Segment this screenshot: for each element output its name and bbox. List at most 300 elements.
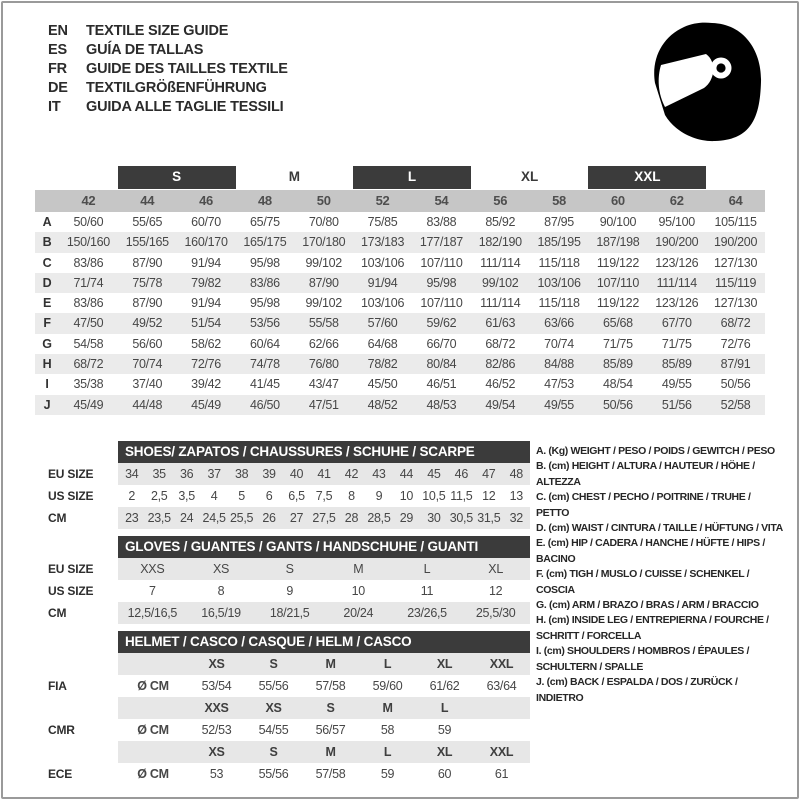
size-value-cell: 71/75 — [603, 336, 633, 351]
size-value-cell: 127/130 — [714, 296, 758, 311]
language-code: EN — [48, 23, 68, 39]
helmet-value-cells — [118, 675, 530, 697]
textile-size-table — [35, 166, 765, 415]
shoes-table-title: SHOES/ ZAPATOS / CHAUSSURES / SCHUHE / SCARPE — [118, 441, 530, 463]
shoes-cell: 42 — [344, 467, 359, 481]
size-group-label: M — [288, 169, 300, 184]
row-letter-cell: D — [42, 275, 52, 290]
gloves-cell: XS — [212, 562, 230, 576]
size-value-cell: 99/102 — [305, 296, 342, 311]
shoes-cell: 5 — [238, 489, 245, 503]
size-table-row — [35, 334, 765, 354]
gloves-cell: 10 — [351, 584, 365, 598]
shoes-cell: 44 — [399, 467, 414, 481]
size-table-row — [35, 273, 765, 293]
size-header-cell: 42 — [81, 193, 96, 208]
gloves-cells — [118, 558, 530, 580]
helmet-value-cells — [118, 763, 530, 785]
language-title: TEXTILE SIZE GUIDE — [86, 23, 229, 39]
helmet-value-cell: 54/55 — [258, 723, 289, 737]
size-header-cell: 64 — [728, 193, 743, 208]
size-value-cell: 119/122 — [596, 296, 639, 311]
size-value-cell: 87/91 — [720, 357, 751, 372]
helmet-size-cell: M — [325, 745, 336, 759]
shoes-cell: 39 — [262, 467, 276, 481]
row-letter-cell: C — [42, 255, 52, 270]
size-value-cell: 107/110 — [596, 275, 639, 290]
helmet-size-cell: XXS — [204, 701, 229, 715]
gloves-cell: XL — [488, 562, 503, 576]
helmet-size-cell: XXL — [489, 745, 514, 759]
size-value-cell: 170/180 — [302, 235, 346, 250]
size-value-cell: 103/106 — [537, 275, 581, 290]
shoes-cell: 27 — [289, 511, 304, 525]
size-value-cell: 87/90 — [308, 275, 339, 290]
size-value-cell: 71/74 — [73, 275, 104, 290]
helmet-size-cell: S — [269, 745, 278, 759]
shoes-cell: 35 — [152, 467, 166, 481]
shoes-cell: 26 — [262, 511, 276, 525]
size-table-row — [35, 212, 765, 232]
helmet-value-row — [48, 719, 530, 741]
size-table-row — [35, 313, 765, 333]
size-table-row — [35, 293, 765, 313]
helmet-value-cell: 57/58 — [315, 679, 346, 693]
size-value-cell: 45/49 — [73, 397, 104, 412]
language-row — [48, 98, 288, 117]
language-row — [48, 22, 288, 41]
size-value-cell: 85/89 — [603, 357, 633, 372]
size-value-cell: 82/86 — [485, 357, 516, 372]
size-group-row — [35, 166, 765, 189]
helmet-table-rows — [48, 653, 530, 785]
size-table-row — [35, 253, 765, 273]
size-value-cell: 87/90 — [132, 255, 163, 270]
legend-item: E. (cm) HIP / CADERA / HANCHE / HÜFTE / HIPS / BACINO — [536, 537, 765, 565]
shoes-cell: 30 — [427, 511, 441, 525]
helmet-size-cell: M — [382, 701, 393, 715]
helmet-standard-label: FIA — [48, 679, 67, 693]
shoes-row — [48, 485, 530, 507]
helmet-size-cell: XL — [436, 657, 453, 671]
shoes-cell: 31,5 — [477, 511, 501, 525]
size-value-cell: 72/76 — [191, 357, 221, 372]
gloves-cell: M — [353, 562, 364, 576]
size-value-cell: 85/89 — [661, 357, 692, 372]
size-value-cell: 68/72 — [485, 336, 516, 351]
language-code: IT — [48, 99, 61, 115]
size-value-cell: 35/38 — [73, 377, 104, 392]
shoes-cell: 2,5 — [150, 489, 168, 503]
helmet-value-cell: 55/56 — [258, 679, 289, 693]
size-header-cell: 46 — [199, 193, 213, 208]
shoes-row — [48, 463, 530, 485]
helmet-value-cells — [118, 719, 530, 741]
helmet-value-cell: 61 — [494, 767, 509, 781]
language-row — [48, 41, 288, 60]
shoes-cell: 8 — [348, 489, 355, 503]
shoes-cell: 24,5 — [202, 511, 226, 525]
size-value-cell: 68/72 — [720, 316, 751, 331]
size-value-cell: 70/74 — [132, 357, 163, 372]
size-value-cell: 105/115 — [714, 215, 757, 229]
gloves-cell: 12 — [489, 584, 503, 598]
size-value-cell: 107/110 — [420, 296, 463, 311]
row-letter-cell: F — [43, 316, 51, 331]
shoes-cell: 12 — [482, 489, 496, 503]
helmet-value-cell: 55/56 — [258, 767, 289, 781]
size-group-label: S — [118, 166, 236, 189]
size-value-cell: 95/98 — [250, 255, 280, 270]
gloves-row-label: EU SIZE — [48, 562, 94, 576]
size-value-cell: 48/54 — [603, 377, 633, 392]
helmet-value-cell: 59 — [437, 723, 452, 737]
size-value-cell: 75/78 — [132, 275, 163, 290]
gloves-cell: 25,5/30 — [475, 606, 516, 620]
size-value-cell: 48/53 — [426, 397, 457, 412]
row-letter-cell: B — [42, 235, 52, 250]
size-value-cell: 111/114 — [480, 296, 521, 311]
size-value-cell: 76/80 — [308, 357, 339, 372]
legend-item: J. (cm) BACK / ESPALDA / DOS / ZURÜCK / INDIETRO — [536, 676, 738, 704]
helmet-unit-cell — [118, 697, 188, 719]
size-value-cell: 115/119 — [714, 275, 757, 290]
shoes-cell: 27,5 — [312, 511, 336, 525]
shoes-cell: 40 — [289, 467, 304, 481]
helmet-unit-cell: Ø CM — [137, 679, 169, 693]
size-group-label: L — [353, 166, 471, 189]
helmet-standard-label: ECE — [48, 767, 73, 781]
language-title: GUIDA ALLE TAGLIE TESSILI — [86, 99, 284, 115]
language-code: ES — [48, 42, 67, 58]
language-title-list — [48, 22, 288, 117]
shoes-cell: 46 — [454, 467, 468, 481]
row-letter-cell: I — [45, 377, 49, 392]
shoes-cell: 3,5 — [178, 489, 195, 503]
helmet-value-cell: 53 — [209, 767, 224, 781]
size-value-cell: 78/82 — [367, 357, 398, 372]
helmet-value-cell: 58 — [380, 723, 395, 737]
size-value-cell: 150/160 — [66, 235, 110, 250]
helmet-value-row — [48, 763, 530, 785]
shoes-row-label: EU SIZE — [48, 467, 94, 481]
size-header-cell: 56 — [493, 193, 508, 208]
size-value-cell: 65/75 — [250, 215, 280, 229]
gloves-cell: 20/24 — [343, 606, 374, 620]
helmet-value-cell — [473, 719, 530, 741]
size-value-cell: 44/48 — [132, 397, 163, 412]
group-spacer — [35, 166, 118, 189]
gloves-cells — [118, 580, 530, 602]
size-header-cell: 54 — [434, 193, 449, 208]
gloves-row-label: CM — [48, 606, 67, 620]
size-value-cell: 190/200 — [714, 235, 758, 250]
shoes-cell: 38 — [234, 467, 249, 481]
helmet-unit-cell: Ø CM — [137, 767, 169, 781]
language-code: DE — [48, 80, 68, 96]
helmet-unit-cell: Ø CM — [137, 723, 169, 737]
shoes-cell: 6 — [265, 489, 273, 503]
size-header-cell: 44 — [140, 193, 155, 208]
language-code: FR — [48, 61, 67, 77]
shoes-size-section — [48, 441, 530, 529]
language-title: GUIDE DES TAILLES TEXTILE — [86, 61, 288, 77]
size-value-cell: 165/175 — [243, 235, 287, 250]
size-value-cell: 60/64 — [250, 336, 280, 351]
size-value-cell: 111/114 — [480, 255, 521, 270]
helmet-size-section — [48, 631, 530, 785]
size-value-cell: 62/66 — [308, 336, 339, 351]
shoes-cell: 34 — [125, 467, 139, 481]
legend-item: A. (Kg) WEIGHT / PESO / POIDS / GEWITCH / PESO — [536, 445, 775, 457]
helmet-table-title: HELMET / CASCO / CASQUE / HELM / CASCO — [118, 631, 530, 653]
shoes-cell: 32 — [509, 511, 523, 525]
size-header-cell: 52 — [375, 193, 390, 208]
helmet-row-label — [48, 697, 118, 719]
gloves-size-section — [48, 536, 530, 624]
size-value-cell: 47/51 — [308, 397, 339, 412]
legend-item: D. (cm) WAIST / CINTURA / TAILLE / HÜFTUNG / VITA — [536, 522, 783, 535]
shoes-cell: 29 — [399, 511, 414, 525]
size-value-cell: 52/58 — [720, 397, 751, 412]
size-value-cell: 37/40 — [132, 377, 163, 392]
helmet-standard-label: CMR — [48, 723, 75, 737]
language-row — [48, 60, 288, 79]
gloves-cell: 9 — [286, 584, 293, 598]
language-title: GUÍA DE TALLAS — [86, 42, 204, 58]
size-value-cell: 49/52 — [132, 316, 163, 331]
gloves-table-rows — [48, 558, 530, 624]
row-letter-cell: E — [42, 296, 52, 311]
gloves-row — [48, 580, 530, 602]
shoes-cell: 9 — [375, 489, 383, 503]
measurement-legend — [536, 444, 786, 706]
gloves-cell: 18/21,5 — [269, 606, 310, 620]
helmet-unit-cell — [118, 653, 188, 675]
shoes-cell: 45 — [427, 467, 441, 481]
size-value-cell: 84/88 — [544, 357, 574, 372]
size-value-cell: 155/165 — [125, 235, 169, 250]
helmet-size-cell: XS — [208, 745, 225, 759]
helmet-size-cell: L — [383, 657, 392, 671]
size-table-row — [35, 354, 765, 374]
helmet-value-cell: 63/64 — [486, 679, 517, 693]
size-value-cell: 66/70 — [426, 336, 457, 351]
gloves-cell: S — [285, 562, 294, 576]
shoes-cells — [118, 507, 530, 529]
size-value-cell: 103/106 — [361, 296, 405, 311]
shoes-cell: 23 — [125, 511, 139, 525]
size-value-cell: 46/50 — [250, 397, 280, 412]
size-value-cell: 67/70 — [661, 316, 692, 331]
size-value-cell: 64/68 — [367, 336, 398, 351]
helmet-size-cells — [118, 653, 530, 675]
size-value-cell: 49/55 — [661, 377, 692, 392]
size-value-cell: 83/86 — [73, 296, 104, 311]
legend-item: H. (cm) INSIDE LEG / ENTREPIERNA / FOURCHE / SCHRITT / FORCELLA — [536, 614, 769, 642]
shoes-cell: 4 — [210, 489, 218, 503]
size-value-cell: 45/49 — [191, 397, 221, 412]
size-value-cell: 83/86 — [73, 255, 104, 270]
helmet-value-cell: 52/53 — [201, 723, 232, 737]
helmet-size-cell: S — [326, 701, 335, 715]
gloves-cell: XXS — [140, 562, 165, 576]
size-value-cell: 107/110 — [420, 255, 463, 270]
size-value-cell: 119/122 — [596, 255, 639, 270]
size-value-cell: 177/187 — [419, 235, 463, 250]
gloves-row — [48, 602, 530, 624]
size-header-cell: 60 — [610, 193, 625, 208]
size-value-cell: 91/94 — [191, 255, 221, 270]
size-value-cell: 95/98 — [426, 275, 457, 290]
shoes-cell: 48 — [509, 467, 523, 481]
helmet-icon — [646, 20, 766, 144]
size-group-label: XXL — [588, 166, 706, 189]
size-value-cell: 43/47 — [308, 377, 339, 392]
size-value-cell: 87/95 — [544, 215, 574, 229]
shoes-cell: 28,5 — [367, 511, 391, 525]
helmet-value-row — [48, 675, 530, 697]
size-header-row — [35, 190, 765, 212]
gloves-cell: 23/26,5 — [407, 606, 447, 620]
size-value-cell: 182/190 — [478, 235, 522, 250]
helmet-size-cell: XS — [265, 701, 282, 715]
size-value-cell: 85/92 — [485, 215, 516, 229]
helmet-size-row — [48, 741, 530, 763]
shoes-cell: 10 — [399, 489, 414, 503]
size-value-cell: 47/53 — [544, 377, 574, 392]
shoes-cells — [118, 485, 530, 507]
helmet-value-cell: 56/57 — [315, 723, 346, 737]
group-spacer — [706, 166, 765, 189]
size-group-label: XL — [521, 169, 539, 184]
size-header-cell: 50 — [316, 193, 331, 208]
helmet-row-label — [48, 741, 118, 763]
helmet-value-cell: 53/54 — [201, 679, 232, 693]
shoes-row-label: CM — [48, 511, 67, 525]
shoes-cell: 11,5 — [450, 489, 473, 503]
shoes-cell: 6,5 — [288, 489, 305, 503]
helmet-size-cell: L — [383, 745, 392, 759]
size-value-cell: 87/90 — [132, 296, 163, 311]
helmet-size-cell: L — [440, 701, 449, 715]
shoes-cell: 7,5 — [315, 489, 333, 503]
helmet-row-label — [48, 653, 118, 675]
size-value-cell: 185/195 — [537, 235, 581, 250]
size-value-cell: 55/65 — [132, 215, 163, 229]
size-value-cell: 95/98 — [250, 296, 280, 311]
size-value-cell: 49/55 — [544, 397, 574, 412]
size-header-cell: 58 — [552, 193, 566, 208]
shoes-cell: 23,5 — [147, 511, 171, 525]
size-value-cell: 72/76 — [720, 336, 751, 351]
size-value-cell: 51/54 — [191, 316, 221, 331]
size-value-cell: 75/85 — [367, 215, 398, 229]
size-value-cell: 54/58 — [73, 336, 104, 351]
size-value-cell: 50/56 — [720, 377, 751, 392]
size-value-cell: 83/86 — [250, 275, 280, 290]
size-value-cell: 90/100 — [599, 215, 637, 229]
gloves-cell: 7 — [149, 584, 156, 598]
gloves-table-title: GLOVES / GUANTES / GANTS / HANDSCHUHE / GUANTI — [118, 536, 530, 558]
size-value-cell: 187/198 — [596, 235, 640, 250]
helmet-value-cell: 57/58 — [315, 767, 346, 781]
size-value-cell: 103/106 — [361, 255, 405, 270]
size-value-cell: 111/114 — [656, 275, 697, 290]
helmet-value-cell: 59/60 — [372, 679, 403, 693]
size-header-cell: 48 — [257, 193, 272, 208]
helmet-size-cell: XL — [436, 745, 453, 759]
gloves-cell: 8 — [217, 584, 225, 598]
legend-item: C. (cm) CHEST / PECHO / POITRINE / TRUHE / PETTO — [536, 491, 751, 519]
shoes-cell: 25,5 — [230, 511, 254, 525]
size-value-cell: 51/56 — [661, 397, 692, 412]
size-value-cell: 99/102 — [305, 255, 342, 270]
shoes-cell: 37 — [207, 467, 221, 481]
legend-item: B. (cm) HEIGHT / ALTURA / HAUTEUR / HÖHE / ALTEZZA — [536, 460, 755, 488]
gloves-cells — [118, 602, 530, 624]
size-value-cell: 70/74 — [544, 336, 574, 351]
helmet-size-row — [48, 697, 530, 719]
gloves-cell: 12,5/16,5 — [127, 606, 178, 620]
gloves-row — [48, 558, 530, 580]
size-value-cell: 60/70 — [191, 215, 221, 229]
helmet-unit-cell — [118, 741, 188, 763]
legend-item: G. (cm) ARM / BRAZO / BRAS / ARM / BRACCIO — [536, 599, 759, 612]
size-value-cell: 63/66 — [544, 316, 574, 331]
row-letter-cell: G — [42, 336, 52, 351]
gloves-cell: 11 — [420, 584, 434, 598]
row-letter-cell: J — [43, 397, 51, 412]
size-value-cell: 49/54 — [485, 397, 516, 412]
helmet-size-cells — [118, 697, 530, 719]
size-value-cell: 45/50 — [367, 377, 398, 392]
gloves-row-label: US SIZE — [48, 584, 94, 598]
size-value-cell: 56/60 — [132, 336, 163, 351]
helmet-value-cell: 60 — [437, 767, 452, 781]
shoes-row-label: US SIZE — [48, 489, 94, 503]
shoes-cell: 36 — [180, 467, 194, 481]
size-value-cell: 46/52 — [485, 377, 516, 392]
size-value-cell: 57/60 — [367, 316, 398, 331]
row-letter-cell — [35, 190, 59, 212]
size-value-cell: 50/56 — [603, 397, 633, 412]
helmet-size-cell: XXL — [489, 657, 514, 671]
shoes-row — [48, 507, 530, 529]
size-value-cell: 70/80 — [308, 215, 339, 229]
size-value-cell: 61/63 — [485, 316, 516, 331]
size-value-cell: 115/118 — [538, 296, 580, 311]
shoes-cell: 43 — [372, 467, 386, 481]
shoes-cell: 24 — [180, 511, 194, 525]
shoes-cell: 30,5 — [449, 511, 473, 525]
shoes-cells — [118, 463, 530, 485]
helmet-size-cells — [118, 741, 530, 763]
helmet-size-cell — [473, 697, 530, 719]
size-value-cell: 74/78 — [250, 357, 280, 372]
gloves-cell: L — [423, 562, 431, 576]
size-value-cell: 48/52 — [367, 397, 398, 412]
size-value-cell: 41/45 — [250, 377, 280, 392]
helmet-value-cell: 59 — [380, 767, 395, 781]
size-value-cell: 83/88 — [426, 215, 457, 229]
shoes-cell: 28 — [344, 511, 359, 525]
size-value-cell: 160/170 — [184, 235, 228, 250]
size-table-row — [35, 374, 765, 394]
size-value-cell: 95/100 — [658, 215, 695, 229]
size-value-cell: 127/130 — [714, 255, 758, 270]
helmet-size-cell: XS — [208, 657, 225, 671]
